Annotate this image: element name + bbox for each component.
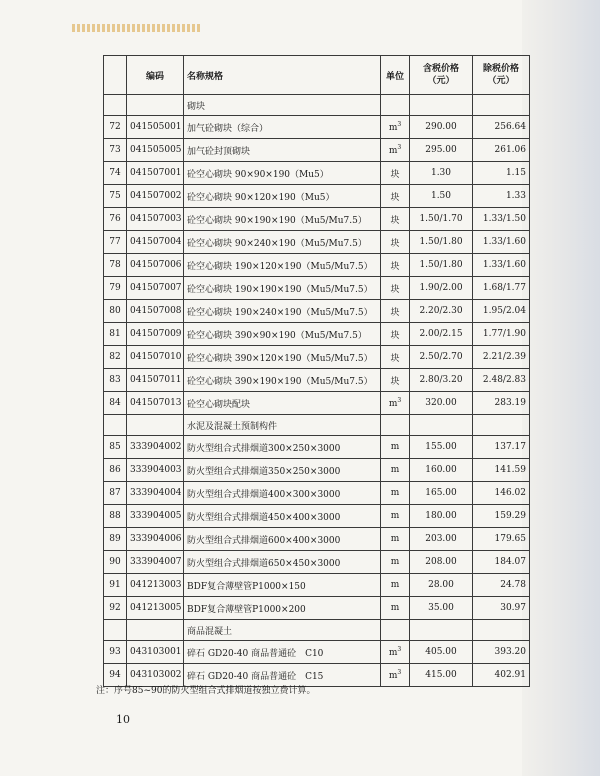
item-name: 防火型组合式排烟道350×250×3000 [184, 459, 381, 482]
table-header-row [104, 56, 530, 95]
header-name: 名称规格 [184, 56, 381, 95]
row-number: 82 [104, 346, 127, 369]
row-number: 81 [104, 323, 127, 346]
item-code: 041213005 [127, 597, 184, 620]
price-without-tax: 1.33/1.60 [473, 231, 530, 254]
row-number: 77 [104, 231, 127, 254]
table-row [104, 162, 530, 185]
row-number: 75 [104, 185, 127, 208]
row-number [104, 620, 127, 641]
unit-text: m [390, 488, 400, 498]
table-row [104, 551, 530, 574]
row-number: 79 [104, 277, 127, 300]
item-name: 砼空心砌块 190×190×190（Mu5/Mu7.5） [184, 277, 381, 300]
item-name: 加气砼封顶砌块 [184, 139, 381, 162]
price-with-tax: 155.00 [410, 436, 473, 459]
header-price-notax-line2: （元） [487, 76, 515, 86]
header-price-notax [473, 56, 530, 95]
item-name: 加气砼砌块（综合） [184, 116, 381, 139]
price-with-tax [410, 415, 473, 436]
unit-text: 块 [390, 192, 400, 203]
price-without-tax: 1.15 [473, 162, 530, 185]
table-row [104, 346, 530, 369]
row-number: 74 [104, 162, 127, 185]
header-no [104, 56, 127, 95]
price-without-tax: 283.19 [473, 392, 530, 415]
item-name: 碎石 GD20-40 商品普通砼 C15 [184, 664, 381, 687]
table-row [104, 574, 530, 597]
table-body [104, 95, 530, 687]
item-code: 333904006 [127, 528, 184, 551]
price-without-tax [473, 620, 530, 641]
item-name: 防火型组合式排烟道400×300×3000 [184, 482, 381, 505]
unit-text: 块 [390, 376, 400, 387]
unit [381, 620, 410, 641]
unit-superscript: 3 [397, 669, 402, 676]
table-row [104, 208, 530, 231]
price-without-tax: 1.77/1.90 [473, 323, 530, 346]
item-name: 砼空心砌块 390×120×190（Mu5/Mu7.5） [184, 346, 381, 369]
price-without-tax: 1.33/1.60 [473, 254, 530, 277]
row-number: 87 [104, 482, 127, 505]
item-name: 砼空心砌块 90×120×190（Mu5） [184, 185, 381, 208]
item-name: 防火型组合式排烟道650×450×3000 [184, 551, 381, 574]
header-price-tax-line2: （元） [427, 76, 455, 86]
category-name: 砌块 [184, 95, 381, 116]
unit [381, 641, 410, 664]
table-row [104, 323, 530, 346]
category-name: 水泥及混凝土预制构件 [184, 415, 381, 436]
item-code: 041507011 [127, 369, 184, 392]
row-number: 73 [104, 139, 127, 162]
item-name: 砼空心砌块配块 [184, 392, 381, 415]
unit-text: 块 [390, 307, 400, 318]
item-name: 砼空心砌块 90×90×190（Mu5） [184, 162, 381, 185]
unit [381, 415, 410, 436]
price-without-tax: 137.17 [473, 436, 530, 459]
item-name: 砼空心砌块 390×190×190（Mu5/Mu7.5） [184, 369, 381, 392]
item-name: 碎石 GD20-40 商品普通砼 C10 [184, 641, 381, 664]
row-number: 94 [104, 664, 127, 687]
unit [381, 528, 410, 551]
unit [381, 459, 410, 482]
price-with-tax: 2.00/2.15 [410, 323, 473, 346]
item-code [127, 415, 184, 436]
item-code: 041507013 [127, 392, 184, 415]
price-without-tax [473, 95, 530, 116]
row-number: 89 [104, 528, 127, 551]
item-code: 041507009 [127, 323, 184, 346]
unit-text: 块 [390, 238, 400, 249]
item-code: 041507002 [127, 185, 184, 208]
page-edge-shadow [522, 0, 600, 776]
unit-superscript: 3 [397, 646, 402, 653]
header-price-notax-line1: 除税价格 [482, 64, 519, 74]
row-number [104, 415, 127, 436]
item-name: 防火型组合式排烟道450×400×3000 [184, 505, 381, 528]
item-code: 041507006 [127, 254, 184, 277]
unit-text: m [388, 399, 398, 409]
price-with-tax: 203.00 [410, 528, 473, 551]
price-without-tax: 402.91 [473, 664, 530, 687]
price-with-tax: 415.00 [410, 664, 473, 687]
table-row [104, 392, 530, 415]
row-number: 92 [104, 597, 127, 620]
unit [381, 277, 410, 300]
header-price-tax-line1: 含税价格 [422, 64, 459, 74]
price-without-tax: 1.33/1.50 [473, 208, 530, 231]
item-name: 砼空心砌块 190×240×190（Mu5/Mu7.5） [184, 300, 381, 323]
item-name: 砼空心砌块 90×240×190（Mu5/Mu7.5） [184, 231, 381, 254]
table-row [104, 528, 530, 551]
unit [381, 505, 410, 528]
unit [381, 95, 410, 116]
price-with-tax: 1.50 [410, 185, 473, 208]
item-code: 041507007 [127, 277, 184, 300]
unit-text: m [390, 465, 400, 475]
row-number [104, 95, 127, 116]
unit [381, 574, 410, 597]
price-with-tax [410, 95, 473, 116]
row-number: 80 [104, 300, 127, 323]
table-row [104, 641, 530, 664]
table-row [104, 231, 530, 254]
price-with-tax [410, 620, 473, 641]
unit-text: m [390, 557, 400, 567]
price-without-tax: 1.33 [473, 185, 530, 208]
header-price-tax [410, 56, 473, 95]
unit-text: m [390, 442, 400, 452]
item-code: 041507004 [127, 231, 184, 254]
unit [381, 597, 410, 620]
item-code: 041507010 [127, 346, 184, 369]
price-with-tax: 160.00 [410, 459, 473, 482]
item-code: 333904002 [127, 436, 184, 459]
table-row [104, 277, 530, 300]
price-without-tax: 179.65 [473, 528, 530, 551]
top-decoration-strip [72, 24, 202, 32]
item-name: 砼空心砌块 190×120×190（Mu5/Mu7.5） [184, 254, 381, 277]
row-number: 83 [104, 369, 127, 392]
item-code: 333904005 [127, 505, 184, 528]
table-row [104, 369, 530, 392]
price-with-tax: 1.50/1.80 [410, 254, 473, 277]
unit [381, 482, 410, 505]
price-with-tax: 165.00 [410, 482, 473, 505]
unit-text: 块 [390, 353, 400, 364]
row-number: 84 [104, 392, 127, 415]
item-code: 043103002 [127, 664, 184, 687]
unit [381, 185, 410, 208]
table-row [104, 116, 530, 139]
unit [381, 254, 410, 277]
price-without-tax: 2.21/2.39 [473, 346, 530, 369]
table-row [104, 482, 530, 505]
unit-text: m [388, 146, 398, 156]
price-without-tax: 1.68/1.77 [473, 277, 530, 300]
header-code: 编码 [127, 56, 184, 95]
price-without-tax: 393.20 [473, 641, 530, 664]
price-without-tax: 30.97 [473, 597, 530, 620]
unit-text: m [388, 648, 398, 658]
unit [381, 346, 410, 369]
table-row [104, 254, 530, 277]
price-with-tax: 2.80/3.20 [410, 369, 473, 392]
row-number: 72 [104, 116, 127, 139]
unit [381, 392, 410, 415]
price-with-tax: 28.00 [410, 574, 473, 597]
item-code: 333904004 [127, 482, 184, 505]
table-row [104, 300, 530, 323]
price-without-tax: 146.02 [473, 482, 530, 505]
unit-text: m [390, 603, 400, 613]
price-without-tax: 141.59 [473, 459, 530, 482]
price-without-tax [473, 415, 530, 436]
category-row [104, 620, 530, 641]
price-with-tax: 35.00 [410, 597, 473, 620]
price-with-tax: 295.00 [410, 139, 473, 162]
unit [381, 323, 410, 346]
unit [381, 369, 410, 392]
price-with-tax: 1.50/1.70 [410, 208, 473, 231]
category-row [104, 415, 530, 436]
table-row [104, 597, 530, 620]
price-without-tax: 256.64 [473, 116, 530, 139]
unit-text: m [390, 534, 400, 544]
unit [381, 664, 410, 687]
item-code [127, 620, 184, 641]
row-number: 91 [104, 574, 127, 597]
unit-text: 块 [390, 261, 400, 272]
price-with-tax: 2.20/2.30 [410, 300, 473, 323]
item-name: 砼空心砌块 390×90×190（Mu5/Mu7.5） [184, 323, 381, 346]
item-code: 043103001 [127, 641, 184, 664]
price-with-tax: 1.90/2.00 [410, 277, 473, 300]
unit-text: m [390, 580, 400, 590]
row-number: 76 [104, 208, 127, 231]
unit-superscript: 3 [397, 397, 402, 404]
unit [381, 300, 410, 323]
unit-text: 块 [390, 284, 400, 295]
price-with-tax: 290.00 [410, 116, 473, 139]
row-number: 86 [104, 459, 127, 482]
unit-text: 块 [390, 169, 400, 180]
price-without-tax: 2.48/2.83 [473, 369, 530, 392]
item-code [127, 95, 184, 116]
unit [381, 231, 410, 254]
price-with-tax: 405.00 [410, 641, 473, 664]
price-without-tax: 1.95/2.04 [473, 300, 530, 323]
unit-superscript: 3 [397, 144, 402, 151]
item-code: 041507003 [127, 208, 184, 231]
table-row [104, 139, 530, 162]
unit [381, 116, 410, 139]
page-number: 10 [116, 713, 130, 726]
row-number: 78 [104, 254, 127, 277]
table-row [104, 505, 530, 528]
table-row [104, 185, 530, 208]
price-with-tax: 1.50/1.80 [410, 231, 473, 254]
unit-text: m [390, 511, 400, 521]
item-code: 333904003 [127, 459, 184, 482]
category-row [104, 95, 530, 116]
row-number: 85 [104, 436, 127, 459]
unit [381, 208, 410, 231]
price-with-tax: 208.00 [410, 551, 473, 574]
footnote: 注：序号85~90的防火型组合式排烟道按独立费计算。 [96, 686, 316, 696]
item-name: 防火型组合式排烟道300×250×3000 [184, 436, 381, 459]
price-without-tax: 24.78 [473, 574, 530, 597]
item-code: 041505001 [127, 116, 184, 139]
unit-text: m [388, 671, 398, 681]
unit-text: 块 [390, 215, 400, 226]
price-table [103, 55, 530, 687]
table-row [104, 459, 530, 482]
item-code: 041507001 [127, 162, 184, 185]
table-row [104, 436, 530, 459]
unit-text: 块 [390, 330, 400, 341]
item-name: 砼空心砌块 90×190×190（Mu5/Mu7.5） [184, 208, 381, 231]
header-unit: 单位 [381, 56, 410, 95]
unit [381, 139, 410, 162]
item-code: 041507008 [127, 300, 184, 323]
unit-text: m [388, 123, 398, 133]
item-name: 防火型组合式排烟道600×400×3000 [184, 528, 381, 551]
price-with-tax: 180.00 [410, 505, 473, 528]
unit [381, 436, 410, 459]
unit-superscript: 3 [397, 121, 402, 128]
category-name: 商品混凝土 [184, 620, 381, 641]
unit [381, 551, 410, 574]
item-code: 041213003 [127, 574, 184, 597]
item-code: 041505005 [127, 139, 184, 162]
item-code: 333904007 [127, 551, 184, 574]
price-with-tax: 320.00 [410, 392, 473, 415]
price-without-tax: 159.29 [473, 505, 530, 528]
price-with-tax: 1.30 [410, 162, 473, 185]
price-with-tax: 2.50/2.70 [410, 346, 473, 369]
price-without-tax: 261.06 [473, 139, 530, 162]
unit [381, 162, 410, 185]
row-number: 93 [104, 641, 127, 664]
item-name: BDF复合薄壁管P1000×200 [184, 597, 381, 620]
price-without-tax: 184.07 [473, 551, 530, 574]
item-name: BDF复合薄壁管P1000×150 [184, 574, 381, 597]
row-number: 90 [104, 551, 127, 574]
row-number: 88 [104, 505, 127, 528]
